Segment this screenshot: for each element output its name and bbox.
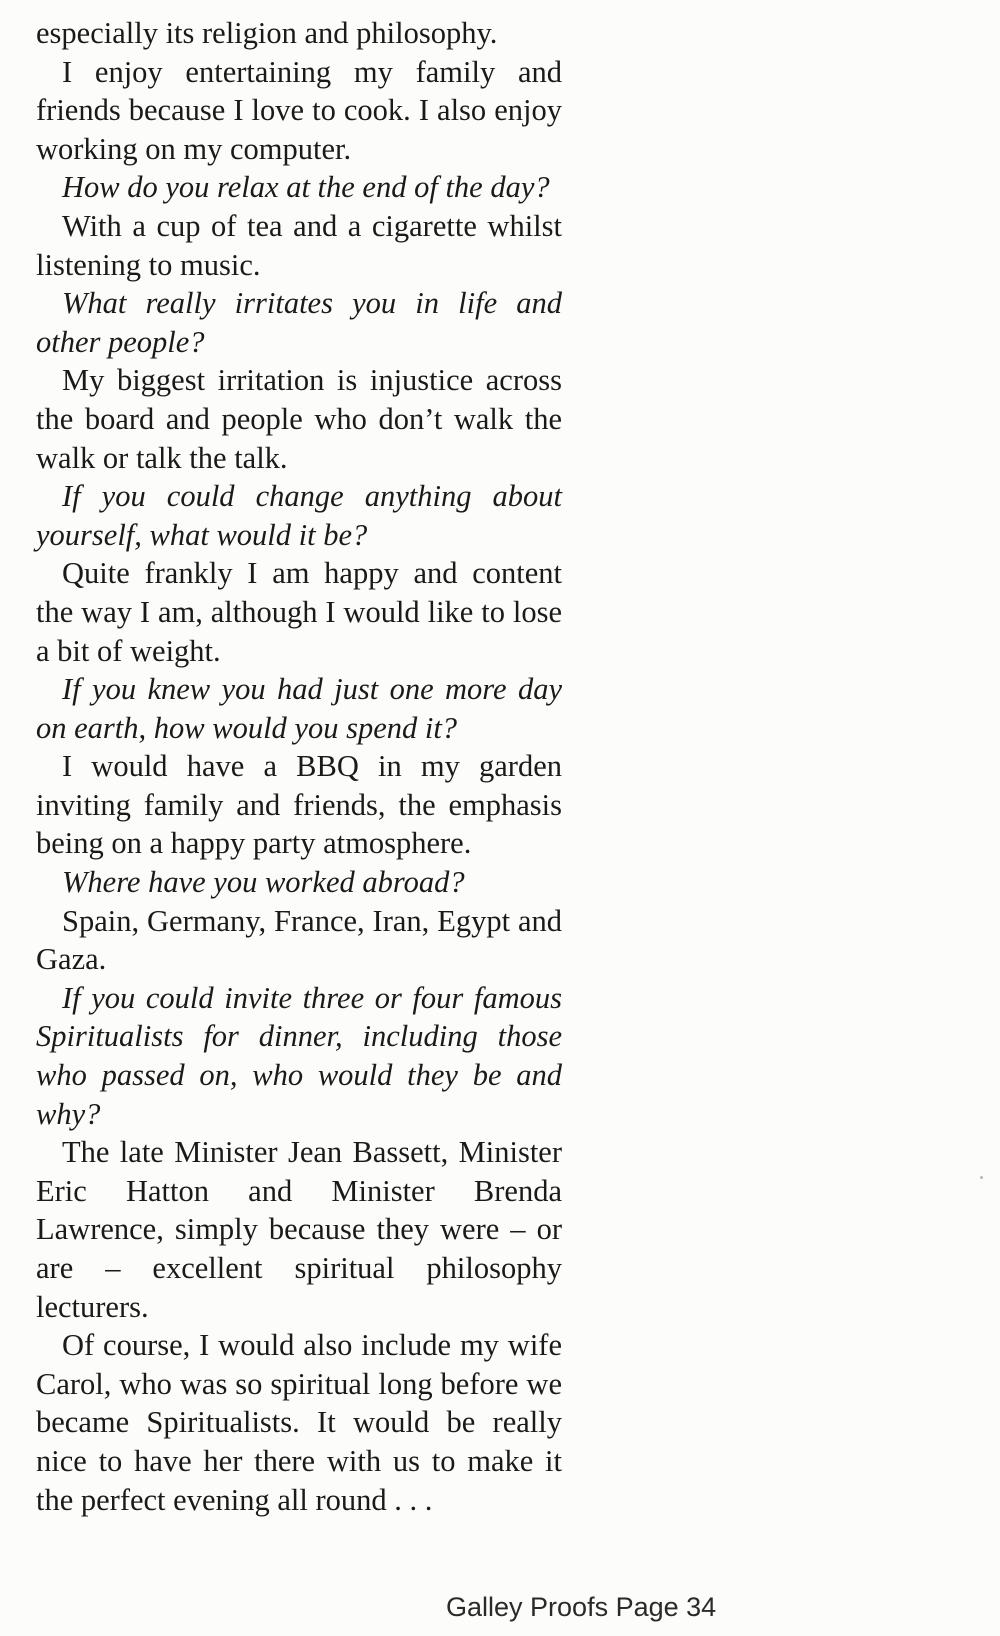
answer-relax: With a cup of tea and a cigarette whilst listening to music. — [36, 208, 562, 282]
answer-one-more-day: I would have a BBQ in my garden inviting family and friends, the emphasis being on a happy party atmosphere. — [36, 749, 562, 861]
question-dinner-guests: If you could invite three or four famous Spiritualists for dinner, including those who passed on, who would they be and why? — [36, 980, 562, 1131]
answer-change-yourself: Quite frankly I am happy and content the way I am, although I would like to lose a bit of weight. — [36, 556, 562, 668]
question-relax: How do you relax at the end of the day? — [62, 170, 550, 205]
question-worked-abroad: Where have you worked abroad? — [62, 865, 465, 900]
answer-dinner-guests-continued: Of course, I would also include my wife Carol, who was so spiritual long before we became Spiritualists. It would be really nice to have her there with us to make it the perfect evening all round . . . — [36, 1328, 562, 1517]
paragraph-intro-continuation: especially its religion and philosophy. — [36, 16, 498, 50]
question-one-more-day: If you knew you had just one more day on earth, how would you spend it? — [36, 672, 562, 745]
answer-worked-abroad: Spain, Germany, France, Iran, Egypt and Gaza. — [36, 903, 562, 977]
answer-irritates: My biggest irritation is injustice across the board and people who don’t walk the walk or talk the talk. — [36, 363, 562, 475]
page-footer: Galley Proofs Page 34 — [446, 1592, 717, 1622]
scan-speck — [980, 1176, 983, 1179]
article-column — [36, 14, 562, 1519]
question-irritates: What really irritates you in life and other people? — [36, 286, 562, 359]
answer-dinner-guests: The late Minister Jean Bassett, Minister Eric Hatton and Minister Brenda Lawrence, simply because they were – or are – excellent spiritual philosophy lecturers. — [36, 1135, 562, 1324]
question-change-yourself: If you could change anything about yourself, what would it be? — [36, 479, 562, 552]
answer-hobbies: I enjoy entertaining my family and friends because I love to cook. I also enjoy working on my computer. — [36, 54, 562, 166]
